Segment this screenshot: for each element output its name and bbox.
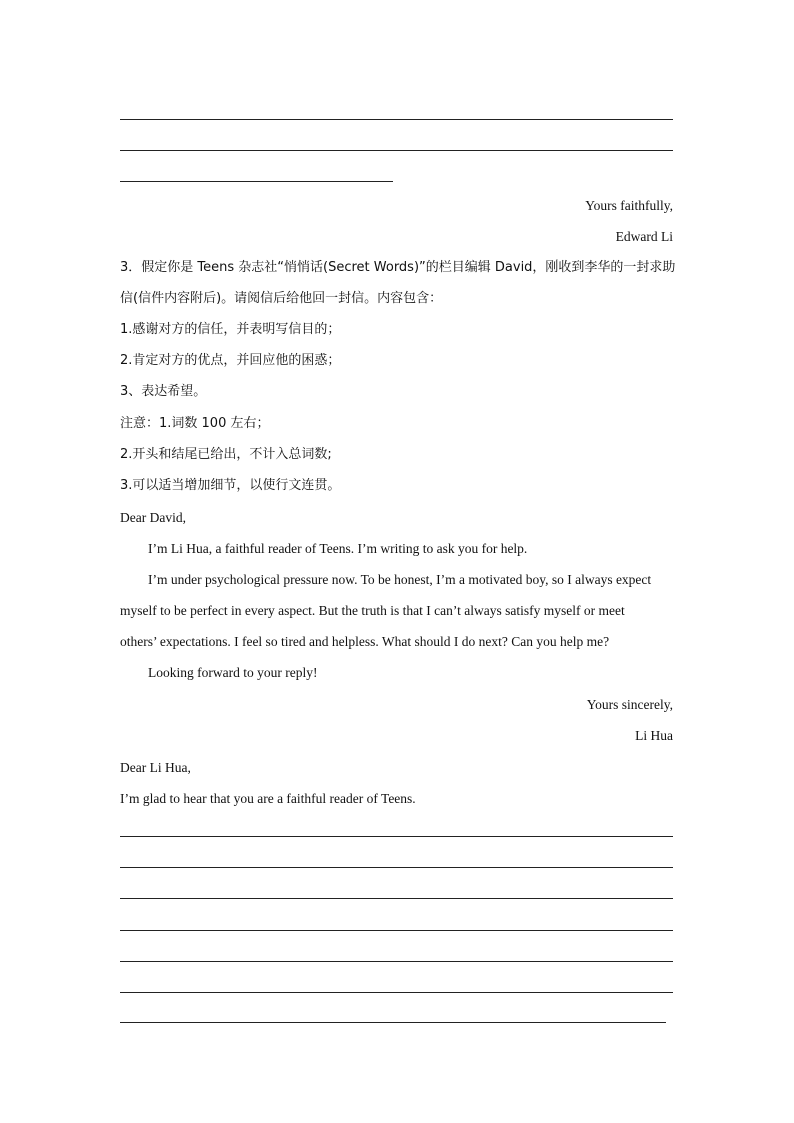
answer-line [120,119,673,120]
document-page [120,0,676,1123]
answer-line [120,181,393,182]
letter-paragraph-2-line-3: others’ expectations. I feel so tired and helpless. What should I do next? Can you help me? [120,634,610,649]
task-point-1: 1.感谢对方的信任，并表明写信目的； [120,322,341,337]
reply-salutation: Dear Li Hua, [120,760,191,775]
task-point-3: 3、表达希望。 [120,384,207,399]
letter-paragraph-2-line-1: I’m under psychological pressure now. To be honest, I’m a motivated boy, so I always expect [148,572,652,587]
answer-line [120,930,673,931]
task-intro-line-1: 3．假定你是 Teens 杂志社“悄悄话(Secret Words)”的栏目编辑 David，刚收到李华的一封求助 [120,260,676,275]
task-point-2: 2.肯定对方的优点，并回应他的困惑； [120,353,341,368]
answer-line [120,1022,666,1023]
letter-closing: Yours sincerely, [586,697,673,712]
letter-signature: Li Hua [635,728,673,743]
answer-line [120,961,673,962]
task-note-2: 2.开头和结尾已给出，不计入总词数; [120,447,332,462]
reply-opening: I’m glad to hear that you are a faithful reader of Teens. [120,791,416,806]
task-note-3: 3.可以适当增加细节，以使行文连贯。 [120,478,341,493]
signature-edward: Edward Li [615,229,673,244]
task-note-1: 注意：1.词数 100 左右； [120,416,270,431]
letter-paragraph-2-line-2: myself to be perfect in every aspect. But the truth is that I can’t always satisfy myself or meet [120,603,625,618]
answer-line [120,867,673,868]
answer-line [120,150,673,151]
letter-paragraph-1: I’m Li Hua, a faithful reader of Teens. I’m writing to ask you for help. [148,541,528,556]
letter-salutation: Dear David, [120,510,186,525]
answer-line [120,992,673,993]
letter-paragraph-3: Looking forward to your reply! [148,665,318,680]
closing-faithfully: Yours faithfully, [585,198,673,213]
answer-line [120,898,673,899]
task-intro-line-2: 信(信件内容附后)。请阅信后给他回一封信。内容包含： [120,291,443,306]
answer-line [120,836,673,837]
